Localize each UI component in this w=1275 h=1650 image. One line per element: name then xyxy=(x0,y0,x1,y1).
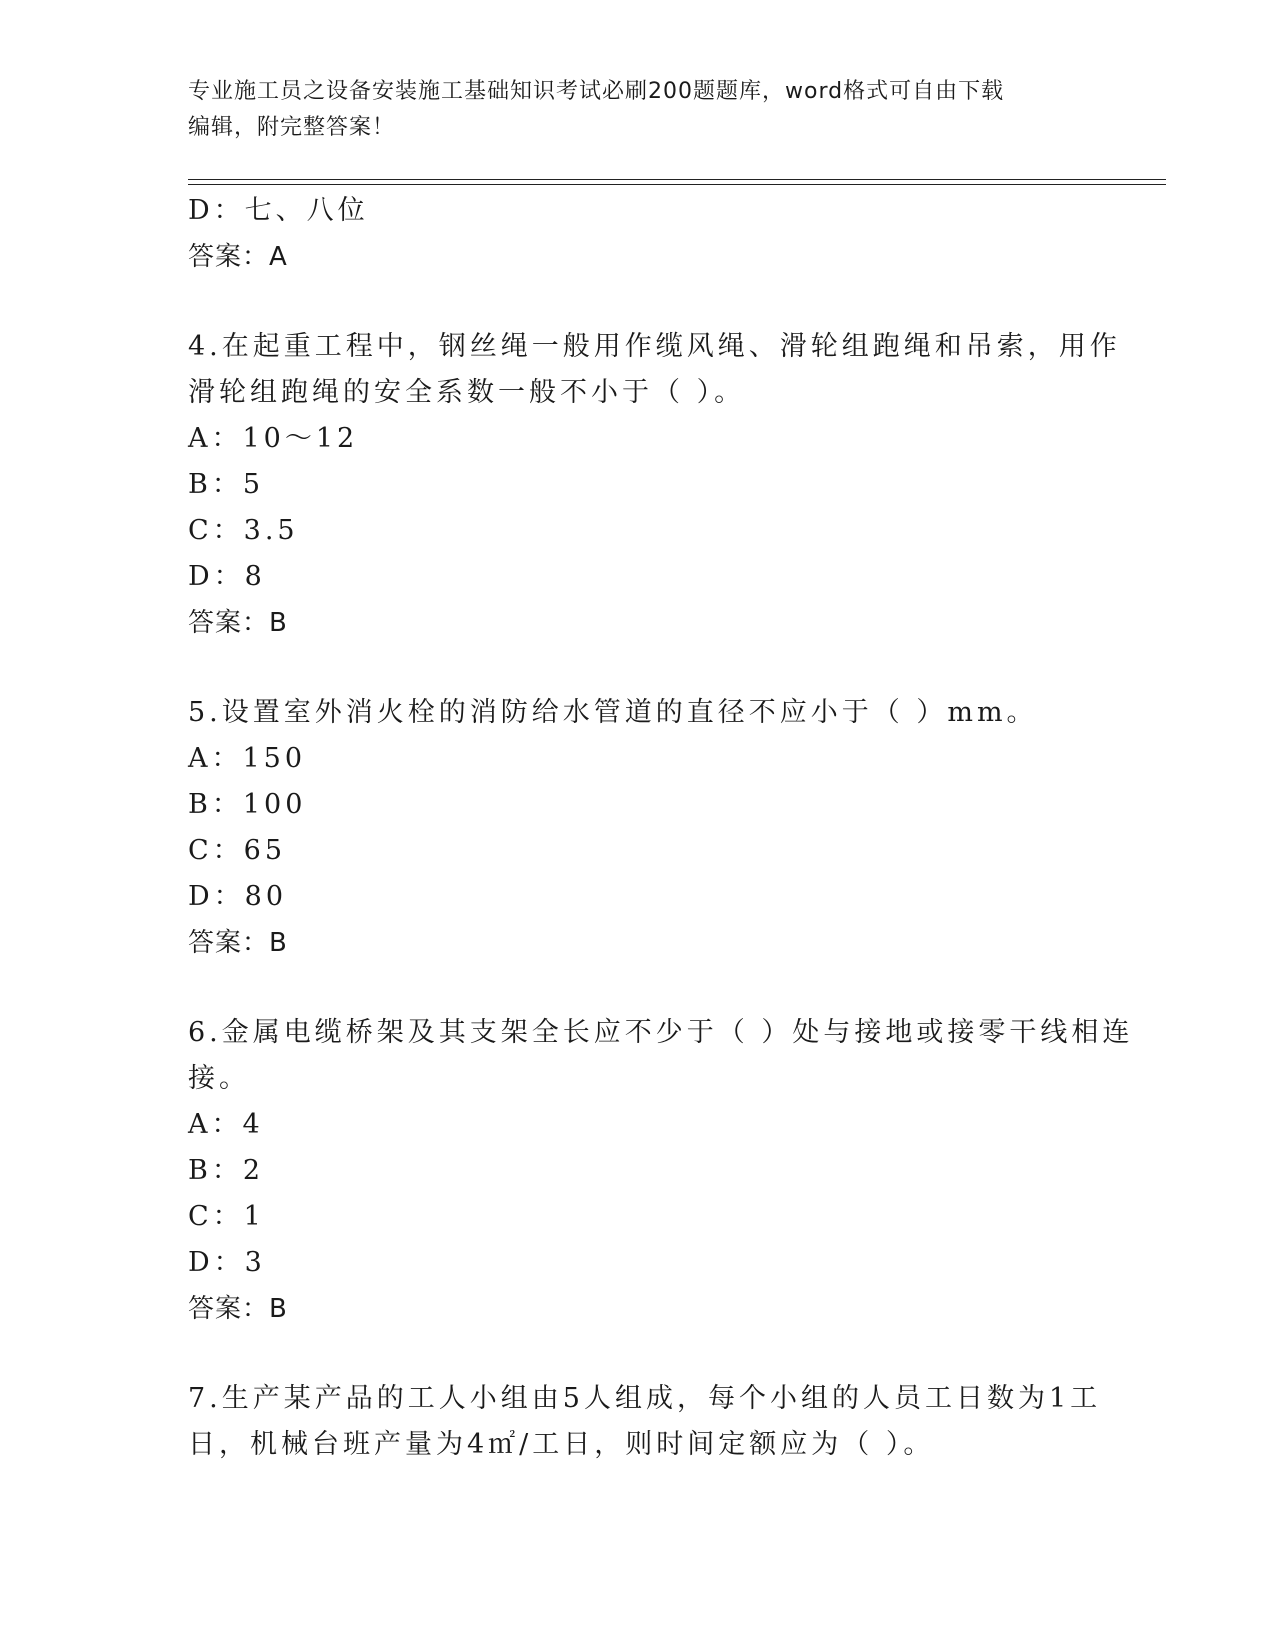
option-d: D：3 xyxy=(188,1247,266,1278)
answer: 答案：B xyxy=(188,608,288,638)
header-divider-bottom xyxy=(188,184,1166,185)
answer: 答案：B xyxy=(188,1294,288,1324)
option-d: D：80 xyxy=(188,881,288,912)
answer: 答案：A xyxy=(188,242,288,272)
header-divider-top xyxy=(188,179,1166,180)
option-b: B：100 xyxy=(188,789,307,820)
question-4 xyxy=(188,324,1121,646)
question-text-line: 4.在起重工程中，钢丝绳一般用作缆风绳、滑轮组跑绳和吊索，用作 xyxy=(188,331,1121,362)
question-text-line: 7.生产某产品的工人小组由5人组成，每个小组的人员工日数为1工 xyxy=(188,1383,1102,1414)
question-7 xyxy=(188,1376,1102,1468)
question-text-line: 接。 xyxy=(188,1063,250,1094)
previous-question-tail xyxy=(188,188,1088,280)
question-6 xyxy=(188,1010,1134,1332)
header-title-line-2: 编辑，附完整答案！ xyxy=(188,115,396,140)
document-header xyxy=(188,74,1088,146)
option-c: C：65 xyxy=(188,835,287,866)
option-b: B：5 xyxy=(188,469,265,500)
question-5 xyxy=(188,690,1088,966)
option-c: C：3.5 xyxy=(188,515,299,546)
question-text-line: 日，机械台班产量为4㎡/工日，则时间定额应为（ ）。 xyxy=(188,1429,935,1460)
question-text-line: 6.金属电缆桥架及其支架全长应不少于（ ）处与接地或接零干线相连 xyxy=(188,1017,1134,1048)
option-d: D：七、八位 xyxy=(188,195,369,226)
option-c: C：1 xyxy=(188,1201,265,1232)
option-a: A：4 xyxy=(188,1109,264,1140)
question-text-line: 滑轮组跑绳的安全系数一般不小于（ ）。 xyxy=(188,377,746,408)
option-a: A：10～12 xyxy=(188,423,359,454)
question-list xyxy=(188,188,1134,1468)
option-d: D：8 xyxy=(188,561,266,592)
header-title-line-1: 专业施工员之设备安装施工基础知识考试必刷200题题库，word格式可自由下载 xyxy=(188,79,1005,104)
option-b: B：2 xyxy=(188,1155,265,1186)
option-a: A：150 xyxy=(188,743,307,774)
answer: 答案：B xyxy=(188,928,288,958)
question-text-line: 5.设置室外消火栓的消防给水管道的直径不应小于（ ）mm。 xyxy=(188,697,1038,728)
